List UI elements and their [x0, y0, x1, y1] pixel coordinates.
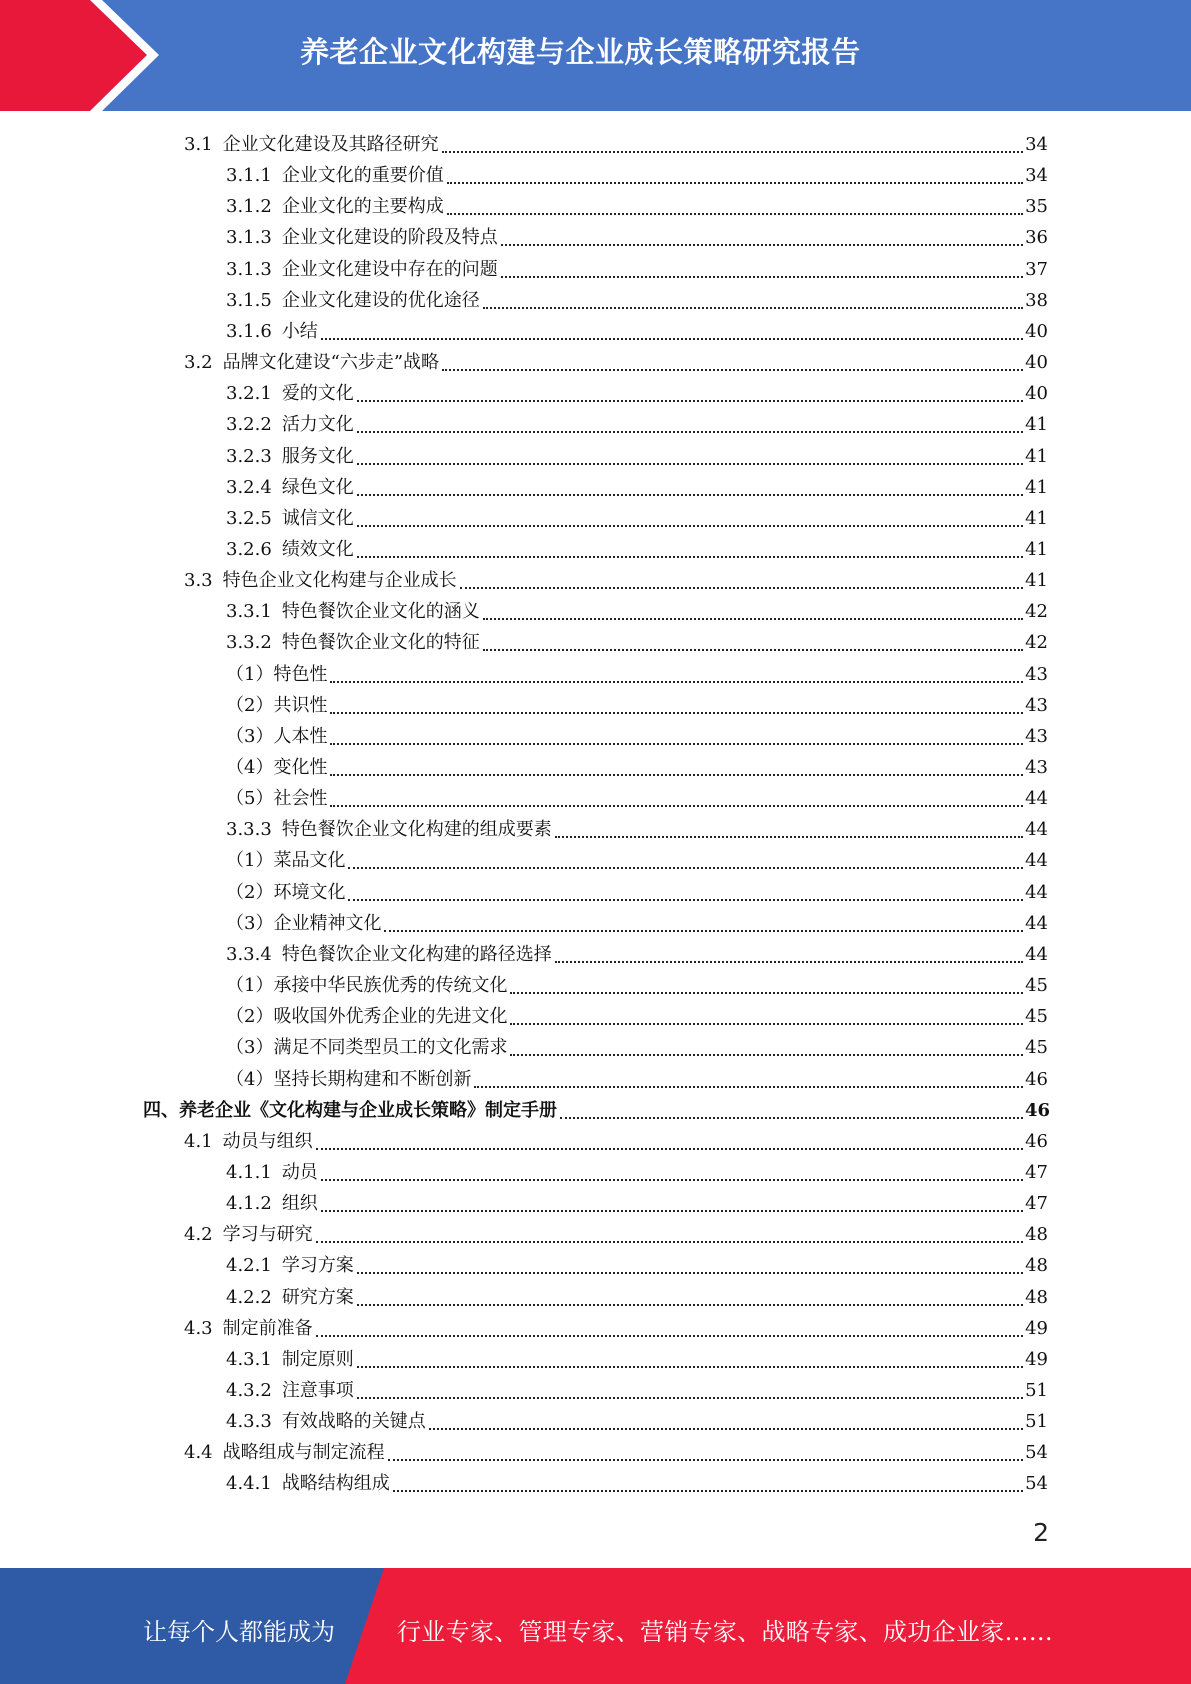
toc-entry-number: 4.1 — [184, 1130, 213, 1152]
toc-entry-title: 动员与组织 — [222, 1130, 313, 1152]
toc-entry-page: 40 — [1025, 352, 1048, 374]
toc-entry-title: 养老企业《文化构建与企业成长策略》制定手册 — [179, 1099, 557, 1121]
toc-dot-leader — [357, 1365, 1023, 1368]
toc-entry-page: 49 — [1025, 1348, 1048, 1370]
toc-entry-number: 4.2.2 — [226, 1286, 272, 1308]
toc-entry-page: 44 — [1025, 788, 1048, 810]
toc-entry-number: 3.2.3 — [226, 445, 272, 467]
toc-entry-title: 环境文化 — [273, 881, 346, 903]
toc-entry[interactable] — [0, 596, 1191, 627]
toc-entry[interactable] — [0, 191, 1191, 222]
toc-entry-title: 共识性 — [273, 694, 328, 716]
toc-dot-leader — [330, 742, 1023, 745]
toc-entry-page: 37 — [1025, 258, 1048, 280]
toc-entry-page: 44 — [1025, 943, 1048, 965]
toc-entry[interactable] — [0, 1032, 1191, 1063]
toc-entry-title: 企业精神文化 — [273, 912, 382, 934]
toc-entry-title: 企业文化建设的优化途径 — [281, 289, 480, 311]
toc-entry[interactable] — [0, 347, 1191, 378]
toc-entry-title: 诚信文化 — [281, 507, 354, 529]
toc-entry-number: 3.2.2 — [226, 414, 272, 436]
toc-entry-title: 特色餐饮企业文化构建的组成要素 — [281, 819, 552, 841]
toc-dot-leader — [510, 1022, 1023, 1025]
toc-entry-page: 34 — [1025, 165, 1048, 187]
toc-entry-number: 4.2 — [184, 1224, 213, 1246]
toc-entry-title: 战略组成与制定流程 — [222, 1442, 385, 1464]
toc-dot-leader — [357, 1303, 1023, 1306]
toc-entry-page: 47 — [1025, 1161, 1048, 1183]
toc-entry-title: 学习与研究 — [222, 1224, 313, 1246]
toc-entry-page: 34 — [1025, 134, 1048, 155]
toc-dot-leader — [357, 524, 1023, 527]
toc-dot-leader — [483, 306, 1023, 309]
toc-dot-leader — [330, 804, 1023, 807]
toc-entry-page: 44 — [1025, 881, 1048, 903]
toc-entry[interactable] — [0, 1250, 1191, 1281]
toc-entry[interactable] — [0, 316, 1191, 347]
toc-dot-leader — [393, 1489, 1023, 1492]
toc-dot-leader — [510, 991, 1023, 994]
toc-entry-title: 企业文化建设的阶段及特点 — [281, 227, 498, 249]
toc-entry[interactable] — [0, 721, 1191, 752]
toc-entry-title: 特色餐饮企业文化的特征 — [281, 632, 480, 654]
toc-entry-page: 41 — [1025, 476, 1048, 498]
toc-entry-number: 4.3.3 — [226, 1411, 272, 1433]
toc-dot-leader — [560, 1116, 1023, 1119]
toc-entry-page: 48 — [1025, 1286, 1048, 1308]
toc-dot-leader — [330, 680, 1023, 683]
toc-dot-leader — [483, 648, 1023, 651]
toc-entry-number: 4.1.2 — [226, 1193, 272, 1215]
toc-entry-title: 绩效文化 — [281, 538, 354, 560]
toc-entry-page: 45 — [1025, 1006, 1048, 1028]
toc-entry-number: 4.3.2 — [226, 1380, 272, 1401]
toc-dot-leader — [442, 368, 1023, 371]
toc-entry-page: 41 — [1025, 507, 1048, 529]
toc-entry[interactable] — [0, 1313, 1191, 1344]
toc-entry-page: 45 — [1025, 975, 1048, 997]
toc-entry[interactable] — [0, 908, 1191, 939]
toc-entry-title: 菜品文化 — [273, 850, 346, 872]
toc-entry-title: 企业文化建设中存在的问题 — [281, 258, 498, 280]
toc-entry[interactable] — [0, 690, 1191, 721]
toc-entry[interactable] — [0, 1437, 1191, 1468]
page-footer — [0, 1568, 1191, 1684]
toc-entry[interactable] — [0, 1282, 1191, 1313]
toc-entry-title: 爱的文化 — [281, 383, 354, 405]
toc-entry-number: 3.1.3 — [226, 258, 272, 280]
toc-entry-page: 41 — [1025, 538, 1048, 560]
toc-entry-page: 41 — [1025, 414, 1048, 436]
toc-entry-title: 动员 — [281, 1161, 318, 1183]
toc-dot-leader — [357, 430, 1023, 433]
toc-entry-number: 4.4 — [184, 1442, 213, 1464]
toc-entry-page: 44 — [1025, 819, 1048, 841]
toc-entry-page: 42 — [1025, 601, 1048, 623]
document-title: 养老企业文化构建与企业成长策略研究报告 — [300, 35, 861, 69]
toc-entry-number: 3.2.6 — [226, 538, 272, 560]
toc-dot-leader — [483, 617, 1023, 620]
toc-entry-page: 47 — [1025, 1193, 1048, 1215]
toc-dot-leader — [510, 1053, 1023, 1056]
toc-dot-leader — [316, 1240, 1023, 1243]
toc-dot-leader — [555, 835, 1023, 838]
toc-entry-page: 51 — [1025, 1411, 1048, 1433]
toc-entry-number: （3） — [226, 912, 274, 934]
toc-entry-number: 3.2.4 — [226, 476, 272, 498]
toc-entry-number: 3.3.4 — [226, 943, 272, 965]
toc-entry-number: 3.3.3 — [226, 819, 272, 841]
toc-entry-page: 48 — [1025, 1255, 1048, 1277]
toc-dot-leader — [316, 1147, 1023, 1150]
toc-entry-title: 战略结构组成 — [281, 1473, 390, 1495]
toc-entry-page: 44 — [1025, 850, 1048, 872]
toc-entry-page: 46 — [1025, 1130, 1048, 1152]
toc-entry-number: 4.4.1 — [226, 1473, 272, 1495]
toc-dot-leader — [357, 1396, 1023, 1399]
toc-entry[interactable] — [0, 222, 1191, 253]
toc-entry-number: 4.3.1 — [226, 1348, 272, 1370]
toc-entry-number: （3） — [226, 725, 274, 747]
toc-entry-number: （2） — [226, 881, 274, 903]
toc-entry-title: 变化性 — [273, 757, 328, 778]
toc-entry-title: 服务文化 — [281, 445, 354, 467]
footer-tagline: 行业专家、管理专家、营销专家、战略专家、成功企业家…… — [397, 1618, 1054, 1646]
toc-entry-title: 组织 — [281, 1193, 318, 1215]
toc-entry-title: 人本性 — [273, 725, 328, 747]
toc-entry[interactable] — [0, 285, 1191, 316]
toc-entry-title: 企业文化建设及其路径研究 — [222, 134, 439, 155]
toc-dot-leader — [501, 275, 1023, 278]
header-chevron-decoration — [0, 0, 170, 111]
toc-entry[interactable] — [0, 877, 1191, 908]
toc-entry-number: 4.1.1 — [226, 1161, 272, 1183]
toc-entry-number: （4） — [226, 1068, 274, 1090]
toc-entry[interactable] — [0, 1188, 1191, 1219]
toc-entry-number: （3） — [226, 1037, 274, 1059]
toc-entry[interactable] — [0, 1344, 1191, 1375]
toc-entry-page: 54 — [1025, 1473, 1048, 1495]
toc-entry-page: 46 — [1025, 1068, 1048, 1090]
toc-entry-title: 小结 — [281, 320, 318, 342]
page-number: 2 — [1033, 1518, 1049, 1547]
toc-entry-title: 活力文化 — [281, 414, 354, 436]
toc-entry[interactable] — [0, 1095, 1191, 1126]
toc-dot-leader — [321, 1178, 1023, 1181]
toc-dot-leader — [460, 586, 1023, 589]
toc-entry[interactable] — [0, 970, 1191, 1001]
toc-dot-leader — [474, 1085, 1023, 1088]
toc-entry[interactable] — [0, 441, 1191, 472]
toc-entry-title: 特色企业文化构建与企业成长 — [222, 570, 457, 592]
toc-entry-page: 35 — [1025, 196, 1048, 218]
toc-entry-page: 43 — [1025, 663, 1048, 685]
toc-entry[interactable] — [0, 659, 1191, 690]
toc-entry-title: 学习方案 — [281, 1255, 354, 1277]
toc-dot-leader — [316, 1334, 1023, 1337]
toc-entry-title: 特色餐饮企业文化构建的路径选择 — [281, 943, 552, 965]
toc-entry-number: 3.3.2 — [226, 632, 272, 654]
toc-entry[interactable] — [0, 752, 1191, 783]
toc-entry-page: 43 — [1025, 725, 1048, 747]
toc-entry-page: 48 — [1025, 1224, 1048, 1246]
page-header — [0, 0, 1191, 111]
toc-entry-number: （4） — [226, 757, 274, 778]
toc-entry-number: 3.3.1 — [226, 601, 272, 623]
toc-entry-title: 特色餐饮企业文化的涵义 — [281, 601, 480, 623]
toc-dot-leader — [384, 929, 1023, 932]
toc-entry-page: 51 — [1025, 1380, 1048, 1401]
toc-dot-leader — [348, 898, 1023, 901]
toc-entry-number: （5） — [226, 788, 274, 810]
toc-entry-number: （2） — [226, 694, 274, 716]
toc-dot-leader — [442, 150, 1023, 153]
toc-entry-page: 43 — [1025, 757, 1048, 778]
toc-entry-number: 3.2 — [184, 352, 213, 374]
toc-entry[interactable] — [0, 160, 1191, 191]
toc-entry-title: 企业文化的主要构成 — [281, 196, 444, 218]
toc-entry[interactable] — [0, 534, 1191, 565]
toc-entry-title: 绿色文化 — [281, 476, 354, 498]
toc-entry-number: （2） — [226, 1006, 274, 1028]
toc-entry-title: 吸收国外优秀企业的先进文化 — [273, 1006, 508, 1028]
toc-dot-leader — [357, 462, 1023, 465]
toc-entry[interactable] — [0, 1468, 1191, 1499]
toc-entry-number: （1） — [226, 663, 274, 685]
toc-entry-title: 制定前准备 — [222, 1317, 313, 1339]
toc-entry-number: 3.3 — [184, 570, 213, 592]
toc-entry-page: 44 — [1025, 912, 1048, 934]
footer-slogan: 让每个人都能成为 — [143, 1618, 335, 1646]
toc-entry-page: 49 — [1025, 1317, 1048, 1339]
toc-entry[interactable] — [0, 1406, 1191, 1437]
toc-entry-page: 54 — [1025, 1442, 1048, 1464]
toc-entry-number: 3.1.3 — [226, 227, 272, 249]
toc-entry-number: 4.3 — [184, 1317, 213, 1339]
toc-dot-leader — [429, 1427, 1023, 1430]
toc-entry-title: 承接中华民族优秀的传统文化 — [273, 975, 508, 997]
toc-dot-leader — [447, 181, 1023, 184]
toc-entry-number: 3.2.5 — [226, 507, 272, 529]
toc-entry[interactable] — [0, 939, 1191, 970]
toc-entry-title: 坚持长期构建和不断创新 — [273, 1068, 472, 1090]
toc-entry-page: 41 — [1025, 445, 1048, 467]
toc-entry-title: 品牌文化建设“六步走”战略 — [222, 352, 440, 374]
toc-entry-title: 制定原则 — [281, 1348, 354, 1370]
toc-entry-page: 40 — [1025, 320, 1048, 342]
toc-entry[interactable] — [0, 472, 1191, 503]
toc-entry-title: 特色性 — [273, 663, 328, 685]
toc-entry-title: 注意事项 — [281, 1380, 354, 1401]
toc-entry-title: 社会性 — [273, 788, 328, 810]
toc-entry-number: 3.1.6 — [226, 320, 272, 342]
toc-entry-number: 3.2.1 — [226, 383, 272, 405]
toc-entry[interactable] — [0, 565, 1191, 596]
toc-entry-page: 36 — [1025, 227, 1048, 249]
toc-entry[interactable] — [0, 814, 1191, 845]
toc-entry[interactable] — [0, 1064, 1191, 1095]
toc-dot-leader — [321, 337, 1023, 340]
toc-dot-leader — [555, 960, 1023, 963]
toc-dot-leader — [501, 243, 1023, 246]
toc-dot-leader — [348, 866, 1023, 869]
toc-dot-leader — [388, 1458, 1023, 1461]
toc-dot-leader — [357, 555, 1023, 558]
toc-entry-page: 45 — [1025, 1037, 1048, 1059]
toc-entry[interactable] — [0, 378, 1191, 409]
toc-entry-number: 3.1 — [184, 134, 213, 155]
toc-entry[interactable] — [0, 409, 1191, 440]
toc-entry-number: 4.2.1 — [226, 1255, 272, 1277]
toc-entry[interactable] — [0, 254, 1191, 285]
toc-entry-page: 38 — [1025, 289, 1048, 311]
toc-entry[interactable] — [0, 503, 1191, 534]
toc-dot-leader — [357, 399, 1023, 402]
toc-entry[interactable] — [0, 1219, 1191, 1250]
toc-entry[interactable] — [0, 1157, 1191, 1188]
toc-entry[interactable] — [0, 783, 1191, 814]
toc-entry-title: 有效战略的关键点 — [281, 1411, 426, 1433]
toc-entry-number: （1） — [226, 975, 274, 997]
toc-dot-leader — [447, 212, 1023, 215]
toc-entry-page: 41 — [1025, 570, 1048, 592]
toc-dot-leader — [330, 773, 1023, 776]
toc-entry-number: 四、 — [143, 1099, 179, 1121]
toc-entry[interactable] — [0, 1375, 1191, 1406]
toc-entry[interactable] — [0, 627, 1191, 658]
toc-entry-title: 企业文化的重要价值 — [281, 165, 444, 187]
toc-entry-number: 3.1.1 — [226, 165, 272, 187]
toc-entry-page: 43 — [1025, 694, 1048, 716]
toc-entry[interactable] — [0, 845, 1191, 876]
toc-entry-number: 3.1.5 — [226, 289, 272, 311]
toc-entry[interactable] — [0, 1126, 1191, 1157]
toc-entry[interactable] — [0, 129, 1191, 160]
toc-entry-number: （1） — [226, 850, 274, 872]
toc-entry[interactable] — [0, 1001, 1191, 1032]
toc-dot-leader — [357, 493, 1023, 496]
toc-entry-title: 研究方案 — [281, 1286, 354, 1308]
toc-entry-page: 42 — [1025, 632, 1048, 654]
toc-entry-number: 3.1.2 — [226, 196, 272, 218]
toc-dot-leader — [357, 1271, 1023, 1274]
toc-entry-page: 40 — [1025, 383, 1048, 405]
toc-dot-leader — [321, 1209, 1023, 1212]
toc-entry-title: 满足不同类型员工的文化需求 — [273, 1037, 508, 1059]
toc-dot-leader — [330, 711, 1023, 714]
toc-entry-page: 46 — [1025, 1099, 1051, 1121]
